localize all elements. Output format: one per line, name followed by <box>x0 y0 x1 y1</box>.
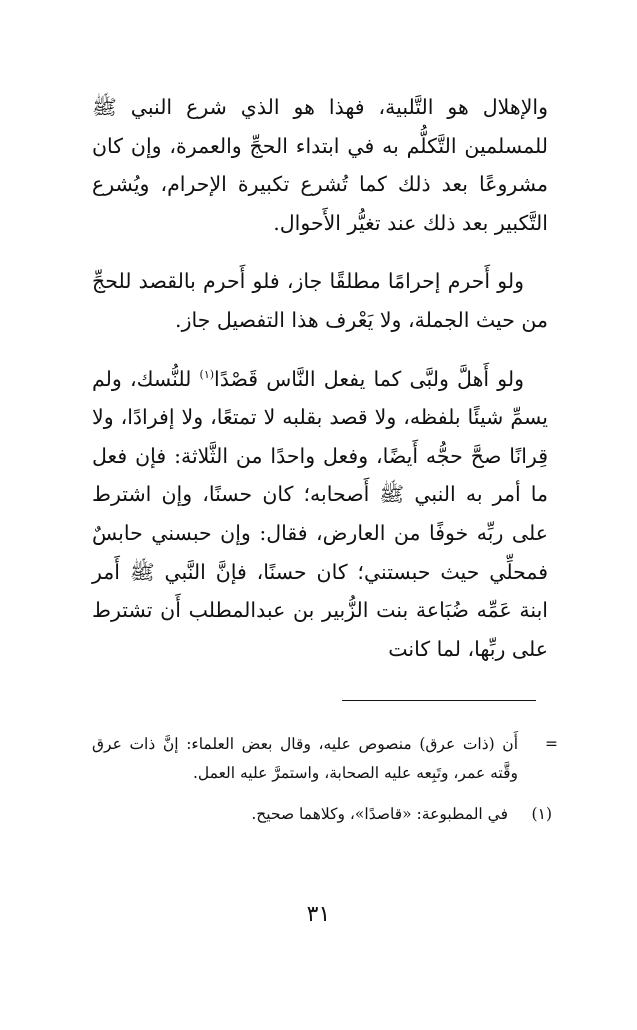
paragraph-1: والإهلال هو التَّلبية، فهذا هو الذي شرع النبي ﷺ للمسلمين التَّكلُّم به في ابتداء الحجِّ والعمرة، وإن كان مشروعًا بعد ذلك كما تُشرع تكبيرة الإحرام، ويُشرع التَّكبير بعد ذلك عند تغيُّر الأَحوال. <box>92 95 548 235</box>
paragraph-3 <box>92 360 548 669</box>
footnote-1 <box>92 800 552 829</box>
footnote-reference-1[interactable]: (١) <box>199 367 215 381</box>
footnote-separator <box>342 700 536 701</box>
paragraph-3-rest: للنُّسك، ولم يسمِّ شيئًا بلفظه، ولا قصد بقلبه لا تمتعًا، ولا إفرادًا، ولا قِرانًا صحَّ حجُّه أَيضًا، وفعل واحدًا من الثَّلاثة: فإن فعل ما أمر به النبي ﷺ أَصحابه؛ كان حسنًا، وإن اشترط على ربِّه خوفًا من العارض، فقال: وإن حبسني حابسٌ فمحلِّي حيث حبستني؛ كان حسنًا، فإنَّ النَّبي ﷺ أَمر ابنة عَمِّه ضُبَاعة بنت الزُّبير بن عبدالمطلب أَن تشترط على ربِّها، لما كانت <box>92 366 548 661</box>
paragraph-3-start: ولو أَهلَّ ولبَّى كما يفعل النَّاس قَصْدًا <box>214 366 524 391</box>
footnote-continuation <box>92 730 558 788</box>
continuation-marker: = <box>545 735 558 753</box>
footnote-1-number: (١) <box>531 805 552 823</box>
page-number: ٣١ <box>306 902 331 927</box>
continuation-text: أَن (ذات عرق) منصوص عليه، وقال بعض العلماء: إنَّ ذات عرق وقَّته عمر، وتَبِعه عليه الصحابة، واستمرَّ عليه العمل. <box>92 735 518 782</box>
main-text <box>92 88 548 688</box>
footnote-1-text: في المطبوعة: «قاصدًا»، وكلاهما صحيح. <box>251 805 508 823</box>
paragraph-2: ولو أَحرم إحرامًا مطلقًا جاز، فلو أَحرم بالقصد للحجِّ من حيث الجملة، ولا يَعْرف هذا التفصيل جاز. <box>92 269 548 332</box>
footnotes <box>92 730 558 829</box>
